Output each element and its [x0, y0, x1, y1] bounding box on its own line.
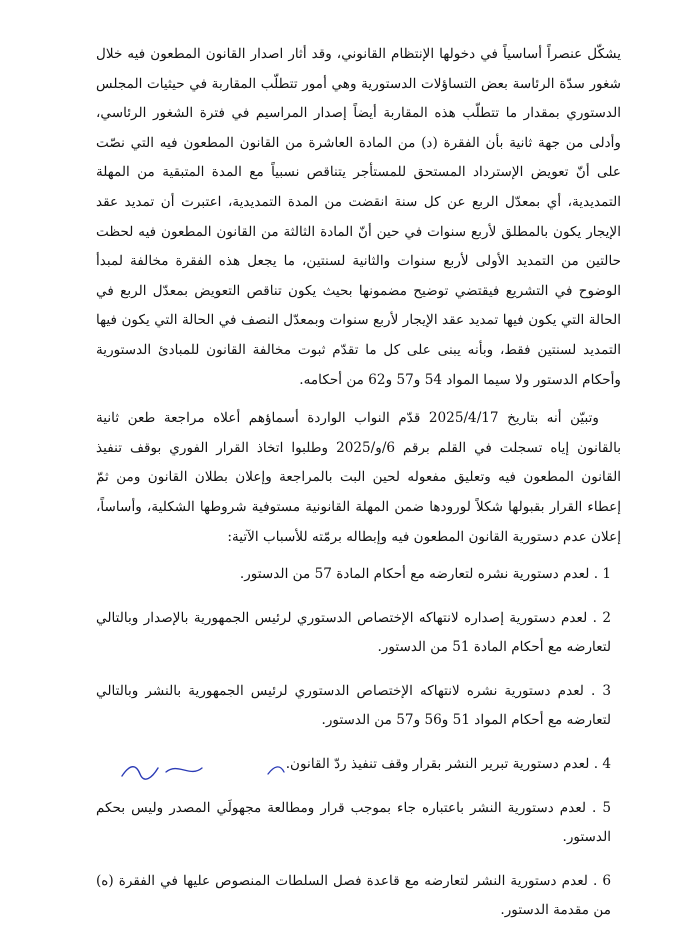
- reason-item-1: [96, 560, 621, 590]
- reason-separator: .: [583, 682, 603, 699]
- reason-separator: .: [589, 756, 603, 773]
- signature-stroke: [166, 768, 202, 772]
- reason-number: 3: [602, 682, 612, 699]
- reason-number: 4: [602, 756, 611, 773]
- paragraph-second: وتبيّن أنه بتاريخ 2025/4/17 قدّم النواب الواردة أسماؤهم أعلاه مراجعة طعن ثانية بالقانون إياه تسجلت في القلم برقم 6/و/2025 وطلبوا اتخاذ القرار الفوري بوقف تنفيذ القانون المطعون فيه وتعليق مفعوله لحين البت بالمراجعة وإعلان بطلان القانون ومن ثمّ إعطاء القرار بقبولها شكلاً لورودها ضمن المهلة القانونية مستوفية شروطها الشكلية، وأساساً، إعلان عدم دستورية القانون المطعون فيه وإبطاله برمّته للأسباب الآتية:: [96, 410, 621, 545]
- reason-item-5: [96, 794, 621, 853]
- reason-number: 2: [602, 609, 612, 626]
- reason-item-2: [96, 604, 621, 663]
- reason-text: لعدم دستورية النشر باعتباره جاء بموجب قرار ومطالعة مجهولَي المصدر وليس بحكم الدستور.: [96, 799, 611, 846]
- reasons-list: [96, 560, 621, 926]
- handwritten-signature: [118, 758, 338, 780]
- reason-number: 5: [602, 799, 612, 816]
- reason-item-3: [96, 677, 621, 736]
- reason-text: لعدم دستورية تبرير النشر بقرار وقف تنفيذ ردّ القانون.: [285, 756, 590, 773]
- paragraph-first: يشكّل عنصراً أساسياً في دخولها الإنتظام القانوني، وقد أثار اصدار القانون المطعون فيه خلال شغور سدّة الرئاسة بعض التساؤلات الدستورية وهي أمور تتطلّب المقاربة في حيثيات المجلس الدستوري بمقدار ما تتطلّب هذه المقاربة أيضاً إصدار المراسيم في فترة الشغور الرئاسي، وأدلى من جهة ثانية بأن الفقرة (د) من المادة العاشرة من القانون المطعون فيه التي نصّت على أنّ تعويض الإسترداد المستحق للمستأجر يتناقص نسبياً مع المدة المتبقية من المهلة التمديدية، أي بمعدّل الربع عن كل سنة انقضت من المدة التمديدية، اعتبرت أن تمديد عقد الإيجار يكون بالمطلق لأربع سنوات في حين أنّ المادة الثالثة من القانون المطعون فيه لحظت حالتين من التمديد الأولى لأربع سنوات والثانية لسنتين، ما يجعل هذه الفقرة مخالفة لمبدأ الوضوح في التشريع فيقتضي توضيح مضمونها بحيث يكون تناقص التعويض بمعدّل الربع في الحالة التي يكون فيها تمديد عقد الإيجار لأربع سنوات وبمعدّل النصف في الحالة التي يكون فيها التمديد لسنتين فقط، وبأنه يبنى على كل ما تقدّم ثبوت مخالفة القانون للمبادئ الدستورية وأحكام الدستور ولا سيما المواد 54 و57 و62 من أحكامه.: [96, 46, 621, 388]
- reason-number: 6: [602, 872, 612, 889]
- reason-text: لعدم دستورية نشره لتعارضه مع أحكام المادة 57 من الدستور.: [239, 566, 590, 583]
- reason-text: لعدم دستورية النشر لتعارضه مع قاعدة فصل السلطات المنصوص عليها في الفقرة (ه) من مقدمة الدستور.: [96, 872, 611, 919]
- reason-separator: .: [589, 566, 603, 583]
- signature-stroke: [268, 767, 284, 774]
- reason-separator: .: [586, 799, 603, 816]
- signature-stroke: [122, 767, 158, 779]
- reason-text: لعدم دستورية إصداره لانتهاكه الإختصاص الدستوري لرئيس الجمهورية بالإصدار وبالتالي لتعارضه مع أحكام المادة 51 من الدستور.: [96, 609, 611, 656]
- document-body: [96, 40, 621, 940]
- reason-number: 1: [602, 566, 611, 583]
- reason-item-6: [96, 867, 621, 926]
- reason-text: لعدم دستورية نشره لانتهاكه الإختصاص الدستوري لرئيس الجمهورية بالنشر وبالتالي لتعارضه مع أحكام المواد 51 و56 و57 من الدستور.: [96, 682, 611, 729]
- reason-separator: .: [587, 872, 603, 889]
- reason-separator: .: [587, 609, 603, 626]
